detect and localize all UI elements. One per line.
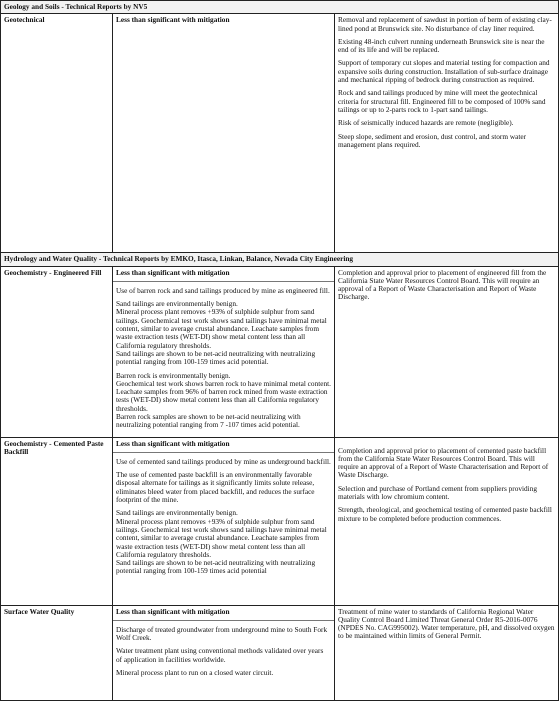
analysis-line: Barren rock is environmentally benign. [116, 370, 231, 380]
measure-text: Removal and replacement of sawdust in portion of berm of existing clay-lined pond at Brunswick site. No disturbance of clay liner required. [338, 15, 552, 33]
topic-cell: Geochemistry - Engineered Fill [1, 266, 113, 437]
measure-text: Rock and sand tailings produced by mine will meet the geotechnical criteria for structural fill. Engineered fill to be composed of 100% sand tailings or up to 2-parts rock to 1-part sand tailings. [338, 88, 546, 114]
analysis-line: Discharge of treated groundwater from underground mine to South Fork Wolf Creek. [116, 624, 328, 643]
section-header-hydrology: Hydrology and Water Quality - Technical Reports by EMKO, Itasca, Linkan, Balance, Nevada City Engineering [1, 253, 559, 266]
analysis-line: The use of cemented paste backfill is an environmentally favorable disposal alternate for tailings as it significantly limits solute release, eliminates bleed water from placed backfill, and reduces the surface footprint of the mine. [116, 470, 315, 505]
analysis-text [116, 287, 331, 295]
measures-cell [335, 605, 559, 700]
analysis-line: Sand tailings are environmentally benign. [116, 299, 238, 309]
analysis-line: Sand tailings are environmentally benign. [116, 508, 238, 518]
analysis-text [116, 669, 331, 677]
table-row [1, 437, 559, 605]
report-body [1, 1, 559, 701]
measure-text: Existing 48-inch culvert running underneath Brunswick site is near the end of its life and will be replaced. [338, 36, 545, 55]
measures-cell [335, 266, 559, 437]
measures-cell [335, 437, 559, 605]
table-row [1, 14, 559, 253]
measure-text: Completion and approval prior to placement of engineered fill from the California State Water Resources Control Board. This will require an approval of a Report of Waste Characterisation and Report of Waste Discharge. [338, 267, 547, 302]
measure-text: Steep slope, sediment and erosion, dust control, and storm water management plans required. [338, 131, 527, 149]
measures-cell [335, 14, 559, 253]
analysis-text [116, 300, 331, 366]
analysis-text [116, 471, 331, 504]
section-header-geology: Geology and Soils - Technical Reports by NV5 [1, 1, 559, 14]
analysis-line: Use of cemented sand tailings produced by mine as underground backfill. [116, 456, 331, 466]
analysis-text [116, 372, 331, 430]
analysis-line: Mineral process plant removes +93% of sulphide sulphur from sand tailings. Geochemical test work shows sand tailings have minimal metal content, similar to average crustal abundance. Leachate samples from waste extraction tests (WET-DI) show metal content less than all California regulatory thresholds. [116, 516, 327, 559]
analysis-cell [113, 266, 335, 437]
analysis-cell [113, 14, 335, 253]
analysis-text [116, 647, 331, 664]
analysis-line: Use of barren rock and sand tailings produced by mine as engineered fill. [116, 285, 330, 295]
table-row [1, 605, 559, 700]
analysis-line: Water treatment plant using conventional methods validated over years of application in facilities worldwide. [116, 646, 324, 664]
analysis-text [116, 626, 331, 643]
measure-text: Support of temporary cut slopes and material testing for compaction and expansive soils during construction. Installation of sub-surface drainage and mechanical ripping of bedrock during construction as required. [338, 58, 550, 85]
analysis-line: Sand tailings are shown to be net-acid neutralizing with neutralizing potential ranging from 100-159 times acid potential. [116, 348, 316, 367]
topic-cell: Surface Water Quality [1, 605, 113, 700]
section-header-row [1, 253, 559, 266]
measure-text: Completion and approval prior to placement of cemented paste backfill from the California State Water Resources Control Board. This will require an approval of a Report of Waste Characterisation and Report of Waste Discharge. [338, 445, 549, 480]
significance-label: Less than significant with mitigation [116, 438, 230, 448]
analysis-line: Barren rock samples are shown to be net-acid neutralizing with neutralizing potential ranging from 7 -107 times acid potential. [116, 412, 301, 430]
analysis-line: Mineral process plant to run on a closed water circuit. [116, 668, 274, 678]
analysis-line: Geochemical test work shows barren rock to have minimal metal content. Leachate samples from 96% of barren rock mined from waste extraction tests (WET-DI) show metal content less than all California regulatory thresholds. [116, 378, 331, 413]
divider [113, 452, 334, 453]
analysis-cell [113, 605, 335, 700]
analysis-line: Mineral process plant removes +93% of sulphide sulphur from sand tailings. Geochemical test work shows sand tailings have minimal metal content, similar to average crustal abundance. Leachate samples from waste extraction tests (WET-DI) show metal content less than all California regulatory thresholds. [116, 307, 327, 350]
analysis-text [116, 509, 331, 575]
significance-label: Less than significant with mitigation [116, 267, 230, 277]
significance-label: Less than significant with mitigation [116, 15, 230, 25]
measure-text: Treatment of mine water to standards of California Regional Water Quality Control Board Limited Threat General Order R5-2016-0076 (NPDES No. CAG995002). Water temperature, pH, and dissolved oxygen to be maintained within limits of General Permit. [338, 606, 555, 641]
measure-text: Selection and purchase of Portland cement from suppliers providing materials with low chromium content. [338, 483, 537, 502]
significance-label: Less than significant with mitigation [116, 606, 230, 616]
analysis-cell [113, 437, 335, 605]
measure-text: Strength, rheological, and geochemical testing of cemented paste backfill mixture to be completed before production commences. [338, 505, 552, 523]
analysis-text [116, 458, 331, 466]
section-header-row [1, 1, 559, 14]
topic-cell: Geochemistry - Cemented Paste Backfill [1, 437, 113, 605]
analysis-line: Sand tailings are shown to be net-acid neutralizing with neutralizing potential ranging from 100-159 times acid potential [116, 558, 316, 576]
table-row [1, 266, 559, 437]
measure-text: Risk of seismically induced hazards are remote (negligible). [338, 118, 514, 128]
divider [113, 281, 334, 282]
topic-cell: Geotechnical [1, 14, 113, 253]
divider [113, 620, 334, 621]
